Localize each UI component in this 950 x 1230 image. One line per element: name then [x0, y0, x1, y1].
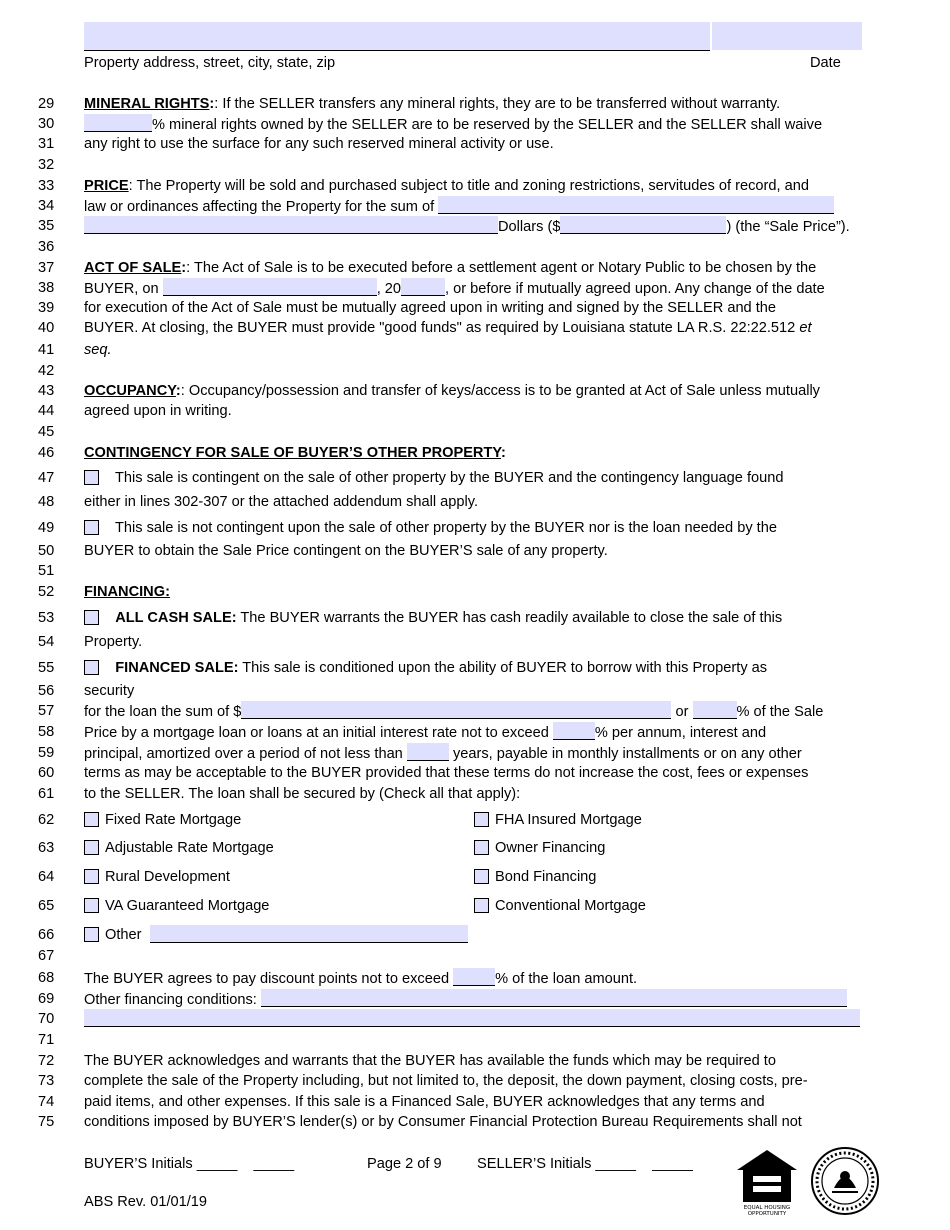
- or-label: or: [675, 704, 689, 720]
- loan-amount-label: % of the loan amount.: [495, 971, 638, 987]
- line-number: 43: [38, 383, 55, 399]
- line-number: 44: [38, 403, 55, 419]
- line-number: 41: [38, 342, 55, 358]
- financed-sale-text: This sale is conditioned upon the ability of BUYER to borrow with this Property as: [242, 660, 768, 676]
- other-loan-type-field[interactable]: [150, 925, 468, 943]
- line-number: 70: [38, 1011, 55, 1027]
- sale-price-amount-field[interactable]: [560, 216, 726, 234]
- line-number: 59: [38, 745, 55, 761]
- loan-type-label: Conventional Mortgage: [495, 898, 646, 914]
- other-financing-line: [84, 989, 866, 1010]
- loan-type-checkbox[interactable]: [474, 869, 489, 884]
- line-number: 65: [38, 898, 55, 914]
- line-number: 58: [38, 724, 55, 740]
- financing-line-59: [84, 743, 866, 764]
- line-number: 40: [38, 320, 55, 336]
- svg-text:EQUAL HOUSING: EQUAL HOUSING: [743, 1205, 791, 1211]
- loan-sum-label: for the loan the sum of $: [84, 704, 242, 720]
- price-text: : The Property will be sold and purchased subject to title and zoning restrictions, servitudes of record, and: [128, 178, 809, 194]
- sale-price-words-field[interactable]: [438, 196, 834, 214]
- financing-line-53: [84, 608, 866, 628]
- line-number: 46: [38, 445, 55, 461]
- loan-amount-field[interactable]: [241, 701, 671, 719]
- financing-line-55: [84, 658, 866, 678]
- mineral-rights-heading: MINERAL RIGHTS: [84, 96, 210, 112]
- line-number: 52: [38, 584, 55, 600]
- loan-type-checkbox[interactable]: [474, 898, 489, 913]
- contingency-line-49: [84, 518, 866, 538]
- act-of-sale-line-38: [84, 278, 866, 299]
- line-number: 68: [38, 970, 55, 986]
- line-number: 66: [38, 927, 55, 943]
- ack-line-74: paid items, and other expenses. If this sale is a Financed Sale, BUYER acknowledges that any terms and: [84, 1094, 765, 1110]
- mineral-rights-text: : If the SELLER transfers any mineral rights, they are to be transferred without warranty.: [214, 96, 781, 112]
- loan-type-option[interactable]: [474, 896, 646, 916]
- page-number: Page 2 of 9: [367, 1156, 442, 1172]
- discount-points-line: [84, 968, 866, 989]
- line-number: 42: [38, 363, 55, 379]
- dollars-label: Dollars ($: [498, 219, 561, 235]
- line-number: 55: [38, 660, 55, 676]
- property-address-field[interactable]: [84, 22, 710, 51]
- mineral-rights-percent-field[interactable]: [84, 114, 152, 132]
- financing-line-58: [84, 722, 866, 743]
- financing-line-56: security: [84, 683, 135, 699]
- act-of-sale-heading: ACT OF SALE: [84, 260, 182, 276]
- line-number: 31: [38, 136, 55, 152]
- line-number: 38: [38, 280, 55, 296]
- equal-housing-logo: [735, 1148, 799, 1216]
- date-field[interactable]: [712, 22, 862, 50]
- act-of-sale-text-3: , or before if mutually agreed upon. Any change of the date: [445, 281, 825, 297]
- years-label: years, payable in monthly installments or on any other: [452, 746, 802, 762]
- financing-line-54: Property.: [84, 634, 143, 650]
- act-of-sale-text-4: BUYER. At closing, the BUYER must provide "good funds" as required by Louisiana statute LA R.S. 22:22.512: [84, 320, 796, 336]
- mineral-rights-text-2: % mineral rights owned by the SELLER are to be reserved by the SELLER and the SELLER shall waive: [152, 117, 823, 133]
- line-number: 36: [38, 239, 55, 255]
- year-prefix: , 20: [376, 281, 402, 297]
- loan-type-label: Other: [105, 927, 142, 943]
- line-number: 62: [38, 812, 55, 828]
- seq-italic: seq.: [84, 342, 112, 358]
- financed-sale-label: FINANCED SALE:: [115, 660, 239, 676]
- not-contingent-checkbox[interactable]: [84, 520, 99, 535]
- contingency-line-50: BUYER to obtain the Sale Price contingent on the BUYER’S sale of any property.: [84, 543, 608, 559]
- contingency-colon: :: [501, 445, 506, 461]
- loan-type-label: VA Guaranteed Mortgage: [105, 898, 270, 914]
- act-of-sale-line-37: ACT OF SALE:: The Act of Sale is to be executed before a settlement agent or Notary Public to be chosen by the: [84, 260, 817, 276]
- act-of-sale-date-field[interactable]: [163, 278, 377, 296]
- all-cash-text: The BUYER warrants the BUYER has cash readily available to close the sale of this: [240, 610, 783, 626]
- financing-heading-text: FINANCING:: [84, 584, 170, 600]
- of-sale-label: % of the Sale: [736, 704, 824, 720]
- loan-type-option[interactable]: [474, 810, 642, 830]
- not-contingent-text: This sale is not contingent upon the sale of other property by the BUYER nor is the loan needed by the: [114, 520, 777, 536]
- line-number: 57: [38, 703, 55, 719]
- mineral-rights-line-31: any right to use the surface for any such reserved mineral activity or use.: [84, 136, 554, 152]
- line-number: 73: [38, 1073, 55, 1089]
- sale-price-words-field-2[interactable]: [84, 216, 498, 234]
- revision-label: ABS Rev. 01/01/19: [84, 1194, 208, 1210]
- contingency-line-48: either in lines 302-307 or the attached addendum shall apply.: [84, 494, 479, 510]
- act-of-sale-text: : The Act of Sale is to be executed before a settlement agent or Notary Public to be chosen by the: [186, 260, 817, 276]
- svg-text:OPPORTUNITY: OPPORTUNITY: [747, 1211, 787, 1216]
- loan-percent-field[interactable]: [693, 701, 737, 719]
- line-number: 61: [38, 786, 55, 802]
- ack-line-72: The BUYER acknowledges and warrants that the BUYER has available the funds which may be required to: [84, 1053, 776, 1069]
- lrec-seal: [810, 1146, 880, 1216]
- amortized-label: principal, amortized over a period of not less than: [84, 746, 403, 762]
- financing-heading: [84, 582, 866, 602]
- act-of-sale-line-40: [84, 318, 866, 338]
- line-number: 34: [38, 198, 55, 214]
- date-label: Date: [810, 55, 841, 71]
- loan-type-option[interactable]: [84, 867, 230, 887]
- loan-type-checkbox[interactable]: [474, 840, 489, 855]
- price-line-35: [84, 216, 866, 237]
- loan-type-checkbox[interactable]: [84, 869, 99, 884]
- line-number: 48: [38, 494, 55, 510]
- loan-type-option[interactable]: [84, 925, 142, 945]
- price-line-33: [84, 176, 866, 196]
- act-of-sale-year-field[interactable]: [401, 278, 445, 296]
- line-number: 30: [38, 116, 55, 132]
- contingency-line-47: [84, 468, 866, 488]
- interest-rate-label: Price by a mortgage loan or loans at an initial interest rate not to exceed: [84, 725, 549, 741]
- other-financing-field-2[interactable]: [84, 1009, 860, 1027]
- line-number: 29: [38, 96, 55, 112]
- all-cash-checkbox[interactable]: [84, 610, 99, 625]
- contingency-heading: CONTINGENCY FOR SALE OF BUYER’S OTHER PROPERTY: [84, 445, 502, 461]
- loan-type-label: Bond Financing: [495, 869, 597, 885]
- et-italic: et: [799, 320, 812, 336]
- financed-sale-checkbox[interactable]: [84, 660, 99, 675]
- loan-type-checkbox[interactable]: [474, 812, 489, 827]
- line-number: 72: [38, 1053, 55, 1069]
- per-annum-label: % per annum, interest and: [594, 725, 767, 741]
- line-number: 69: [38, 991, 55, 1007]
- line-number: 50: [38, 543, 55, 559]
- ack-line-75: conditions imposed by BUYER’S lender(s) or by Consumer Financial Protection Bureau Requirements shall not: [84, 1114, 802, 1130]
- loan-type-option[interactable]: [474, 867, 596, 887]
- discount-points-label: The BUYER agrees to pay discount points not to exceed: [84, 971, 450, 987]
- line-number: 74: [38, 1094, 55, 1110]
- other-financing-label: Other financing conditions:: [84, 992, 257, 1008]
- property-address-label: Property address, street, city, state, zip: [84, 55, 336, 71]
- act-of-sale-line-39: for execution of the Act of Sale must be mutually agreed upon in writing and signed by the SELLER and the: [84, 300, 777, 316]
- contingent-checkbox[interactable]: [84, 470, 99, 485]
- loan-type-checkbox[interactable]: [84, 840, 99, 855]
- sale-price-label: ) (the “Sale Price”).: [726, 219, 850, 235]
- mineral-rights-line-30: [84, 114, 866, 135]
- line-number: 35: [38, 218, 55, 234]
- all-cash-label: ALL CASH SALE:: [115, 610, 237, 626]
- loan-type-option[interactable]: [84, 896, 269, 916]
- occupancy-line-44: agreed upon in writing.: [84, 403, 232, 419]
- line-number: 37: [38, 260, 55, 276]
- loan-type-label: Owner Financing: [495, 840, 606, 856]
- price-text-2: law or ordinances affecting the Property for the sum of: [84, 199, 435, 215]
- other-financing-field[interactable]: [261, 989, 847, 1007]
- line-number: 51: [38, 563, 55, 579]
- loan-type-label: Fixed Rate Mortgage: [105, 812, 242, 828]
- line-number: 54: [38, 634, 55, 650]
- loan-type-checkbox[interactable]: [84, 927, 99, 942]
- line-number: 67: [38, 948, 55, 964]
- loan-type-option[interactable]: [84, 838, 274, 858]
- line-number: 60: [38, 765, 55, 781]
- line-number: 71: [38, 1032, 55, 1048]
- act-of-sale-line-41: [84, 340, 866, 360]
- mineral-rights-line-29: MINERAL RIGHTS:: If the SELLER transfers any mineral rights, they are to be transferred without warranty.: [84, 96, 781, 112]
- price-line-34: [84, 196, 866, 217]
- line-number: 63: [38, 840, 55, 856]
- loan-type-checkbox[interactable]: [84, 898, 99, 913]
- line-number: 33: [38, 178, 55, 194]
- ack-line-73: complete the sale of the Property including, but not limited to, the deposit, the down payment, closing costs, pre-: [84, 1073, 808, 1089]
- loan-years-field[interactable]: [407, 743, 449, 761]
- contingent-text: This sale is contingent on the sale of other property by the BUYER and the contingency language found: [114, 470, 784, 486]
- loan-type-option[interactable]: [84, 810, 241, 830]
- occupancy-heading: OCCUPANCY: [84, 383, 176, 399]
- financing-line-57: [84, 701, 866, 722]
- line-number: 53: [38, 610, 55, 626]
- buyer-initials: BUYER’S Initials _____ _____: [84, 1156, 295, 1172]
- loan-type-option[interactable]: [474, 838, 605, 858]
- line-number: 49: [38, 520, 55, 536]
- line-number: 32: [38, 157, 55, 173]
- discount-points-field[interactable]: [453, 968, 495, 986]
- price-heading: PRICE: [84, 178, 129, 194]
- line-number: 39: [38, 300, 55, 316]
- line-number: 47: [38, 470, 55, 486]
- interest-rate-field[interactable]: [553, 722, 595, 740]
- occupancy-text: : Occupancy/possession and transfer of keys/access is to be granted at Act of Sale unless mutually: [180, 383, 820, 399]
- loan-type-label: Rural Development: [105, 869, 230, 885]
- line-number: 64: [38, 869, 55, 885]
- act-of-sale-text-2: BUYER, on: [84, 281, 159, 297]
- loan-type-checkbox[interactable]: [84, 812, 99, 827]
- contingency-line-46: [84, 443, 866, 463]
- line-number: 75: [38, 1114, 55, 1130]
- seller-initials: SELLER’S Initials _____ _____: [477, 1156, 693, 1172]
- line-number: 56: [38, 683, 55, 699]
- line-number: 45: [38, 424, 55, 440]
- occupancy-line-43: OCCUPANCY:: Occupancy/possession and transfer of keys/access is to be granted at Act of Sale unless mutually: [84, 383, 820, 399]
- loan-type-label: FHA Insured Mortgage: [495, 812, 642, 828]
- financing-line-60: terms as may be acceptable to the BUYER provided that these terms do not increase the cost, fees or expenses: [84, 765, 809, 781]
- loan-type-label: Adjustable Rate Mortgage: [105, 840, 274, 856]
- financing-line-61: to the SELLER. The loan shall be secured by (Check all that apply):: [84, 786, 521, 802]
